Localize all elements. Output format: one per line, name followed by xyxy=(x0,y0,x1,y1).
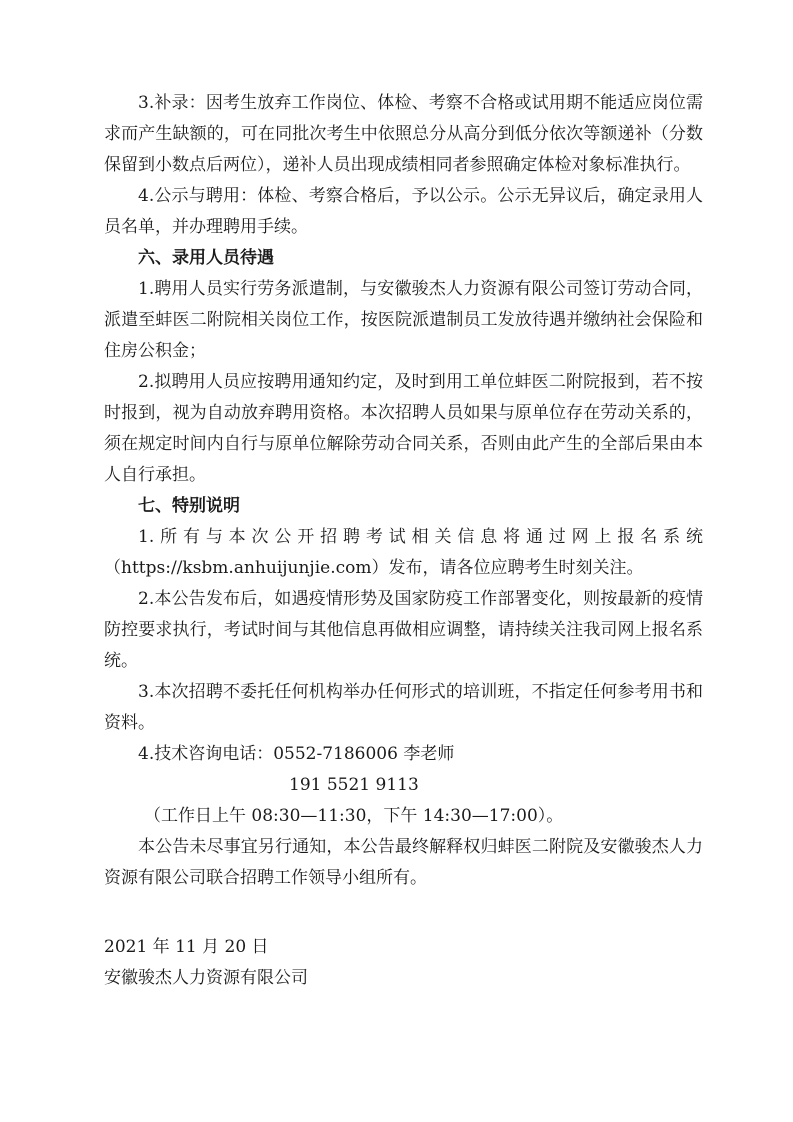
paragraph-no-training: 3.本次招聘不委托任何机构举办任何形式的培训班，不指定任何参考用书和资料。 xyxy=(104,682,703,733)
paragraph-tech-hotline: 4.技术咨询电话：0552-7186006 李老师 xyxy=(138,744,455,764)
paragraph-labor-dispatch: 1.聘用人员实行劳务派遣制，与安徽骏杰人力资源有限公司签订劳动合同，派遣至蚌医二附院相关岗位工作，按医院派遣制员工发放待遇并缴纳社会保险和住房公积金； xyxy=(104,279,703,361)
paragraph-reporting-requirement: 2.拟聘用人员应按聘用通知约定，及时到用工单位蚌医二附院报到，若不按时报到，视为自动放弃聘用资格。本次招聘人员如果与原单位存在劳动关系的，须在规定时间内自行与原单位解除劳动合同关系，否则由此产生的全部后果由本人自行承担。 xyxy=(104,372,703,485)
paragraph-epidemic-adjustment: 2.本公告发布后，如遇疫情形势及国家防疫工作部署变化，则按最新的疫情防控要求执行，考试时间与其他信息再做相应调整，请持续关注我司网上报名系统。 xyxy=(104,589,703,671)
paragraph-supplementary-recruitment: 3.补录：因考生放弃工作岗位、体检、考察不合格或试用期不能适应岗位需求而产生缺额的，可在同批次考生中依照总分从高分到低分依次等额递补（分数保留到小数点后两位），递补人员出现成绩相同者参照确定体检对象标准执行。 xyxy=(104,93,703,175)
paragraph-online-system: 1.所有与本次公开招聘考试相关信息将通过网上报名系统（https://ksbm.anhuijunjie.com）发布，请各位应聘考生时刻关注。 xyxy=(104,527,703,578)
section-heading-employee-benefits: 六、录用人员待遇 xyxy=(138,248,274,268)
section-heading-special-notes: 七、特别说明 xyxy=(138,496,240,516)
signature-date: 2021 年 11 月 20 日 xyxy=(104,937,269,957)
signature-organization: 安徽骏杰人力资源有限公司 xyxy=(104,968,308,988)
paragraph-publicity-and-hiring: 4.公示与聘用：体检、考察合格后，予以公示。公示无异议后，确定录用人员名单，并办理聘用手续。 xyxy=(104,186,703,237)
hotline-second-number: 191 5521 9113 xyxy=(289,775,419,795)
paragraph-closing-statement: 本公告未尽事宜另行通知，本公告最终解释权归蚌医二附院及安徽骏杰人力资源有限公司联合招聘工作领导小组所有。 xyxy=(104,837,703,888)
hotline-hours: （工作日上午 08:30—11:30，下午 14:30—17:00）。 xyxy=(144,806,564,826)
spacer xyxy=(104,894,703,932)
